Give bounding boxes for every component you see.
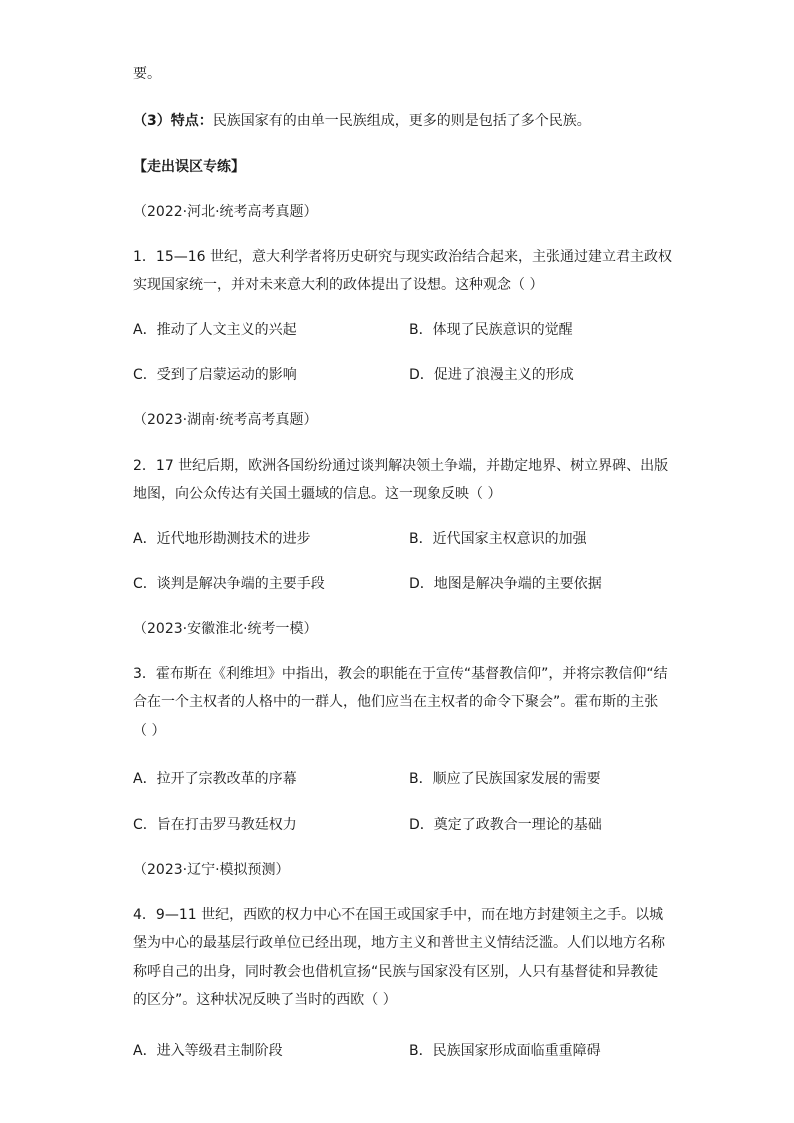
question-3-option-d: D．奠定了政教合一理论的基础 (409, 817, 602, 833)
question-3-stem-line-3: （ ） (133, 723, 166, 739)
question-2-stem-line-2: 地图，向公众传达有关国土疆域的信息。这一现象反映（ ） (133, 486, 502, 502)
question-1-stem-line-2: 实现国家统一，并对未来意大利的政体提出了设想。这种观念（ ） (133, 277, 544, 293)
question-2-option-a: A．近代地形勘测技术的进步 (133, 531, 311, 547)
question-1-source: （2022·河北·统考高考真题） (133, 204, 318, 220)
question-1-option-b: B．体现了民族意识的觉醒 (409, 322, 573, 338)
question-4-source: （2023·辽宁·模拟预测） (133, 862, 290, 878)
point-3-label: （3）特点： (133, 113, 213, 129)
section-title: 【走出误区专练】 (133, 159, 245, 175)
question-4-option-a: A．进入等级君主制阶段 (133, 1043, 283, 1059)
question-4-stem-line-4: 的区分”。这种状况反映了当时的西欧（ ） (133, 992, 397, 1008)
question-1-stem-line-1: 1．15—16 世纪，意大利学者将历史研究与现实政治结合起来，主张通过建立君主政权 (133, 249, 672, 265)
question-4-option-b: B．民族国家形成面临重重障碍 (409, 1043, 601, 1059)
question-2-option-c: C．谈判是解决争端的主要手段 (133, 576, 325, 592)
question-3-source: （2023·安徽淮北·统考一模） (133, 621, 318, 637)
question-3-option-b: B．顺应了民族国家发展的需要 (409, 771, 601, 787)
question-2-option-b: B．近代国家主权意识的加强 (409, 531, 587, 547)
question-2-stem-line-1: 2．17 世纪后期，欧洲各国纷纷通过谈判解决领土争端，并勘定地界、树立界碑、出版 (133, 458, 669, 474)
point-3 (133, 111, 591, 131)
question-4-stem-line-3: 称呼自己的出身，同时教会也借机宣扬“民族与国家没有区别，人只有基督徒和异教徒 (133, 964, 659, 980)
question-2-option-d: D．地图是解决争端的主要依据 (409, 576, 602, 592)
question-1-option-c: C．受到了启蒙运动的影响 (133, 367, 297, 383)
question-4-stem-line-1: 4．9—11 世纪，西欧的权力中心不在国王或国家手中，而在地方封建领主之手。以城 (133, 907, 664, 923)
question-2-source: （2023·湖南·统考高考真题） (133, 412, 318, 428)
question-1-option-a: A．推动了人文主义的兴起 (133, 322, 297, 338)
question-3-stem-line-2: 合在一个主权者的人格中的一群人，他们应当在主权者的命令下聚会”。霍布斯的主张 (133, 694, 659, 710)
question-3-stem-line-1: 3．霍布斯在《利维坦》中指出，教会的职能在于宣传“基督教信仰”，并将宗教信仰“结 (133, 666, 668, 682)
intro-tail: 要。 (133, 66, 161, 82)
question-4-stem-line-2: 堡为中心的最基层行政单位已经出现，地方主义和普世主义情结泛滥。人们以地方名称 (133, 935, 665, 951)
question-1-option-d: D．促进了浪漫主义的形成 (409, 367, 574, 383)
point-3-text: 民族国家有的由单一民族组成，更多的则是包括了多个民族。 (212, 113, 591, 129)
question-3-option-a: A．拉开了宗教改革的序幕 (133, 771, 297, 787)
question-3-option-c: C．旨在打击罗马教廷权力 (133, 817, 297, 833)
